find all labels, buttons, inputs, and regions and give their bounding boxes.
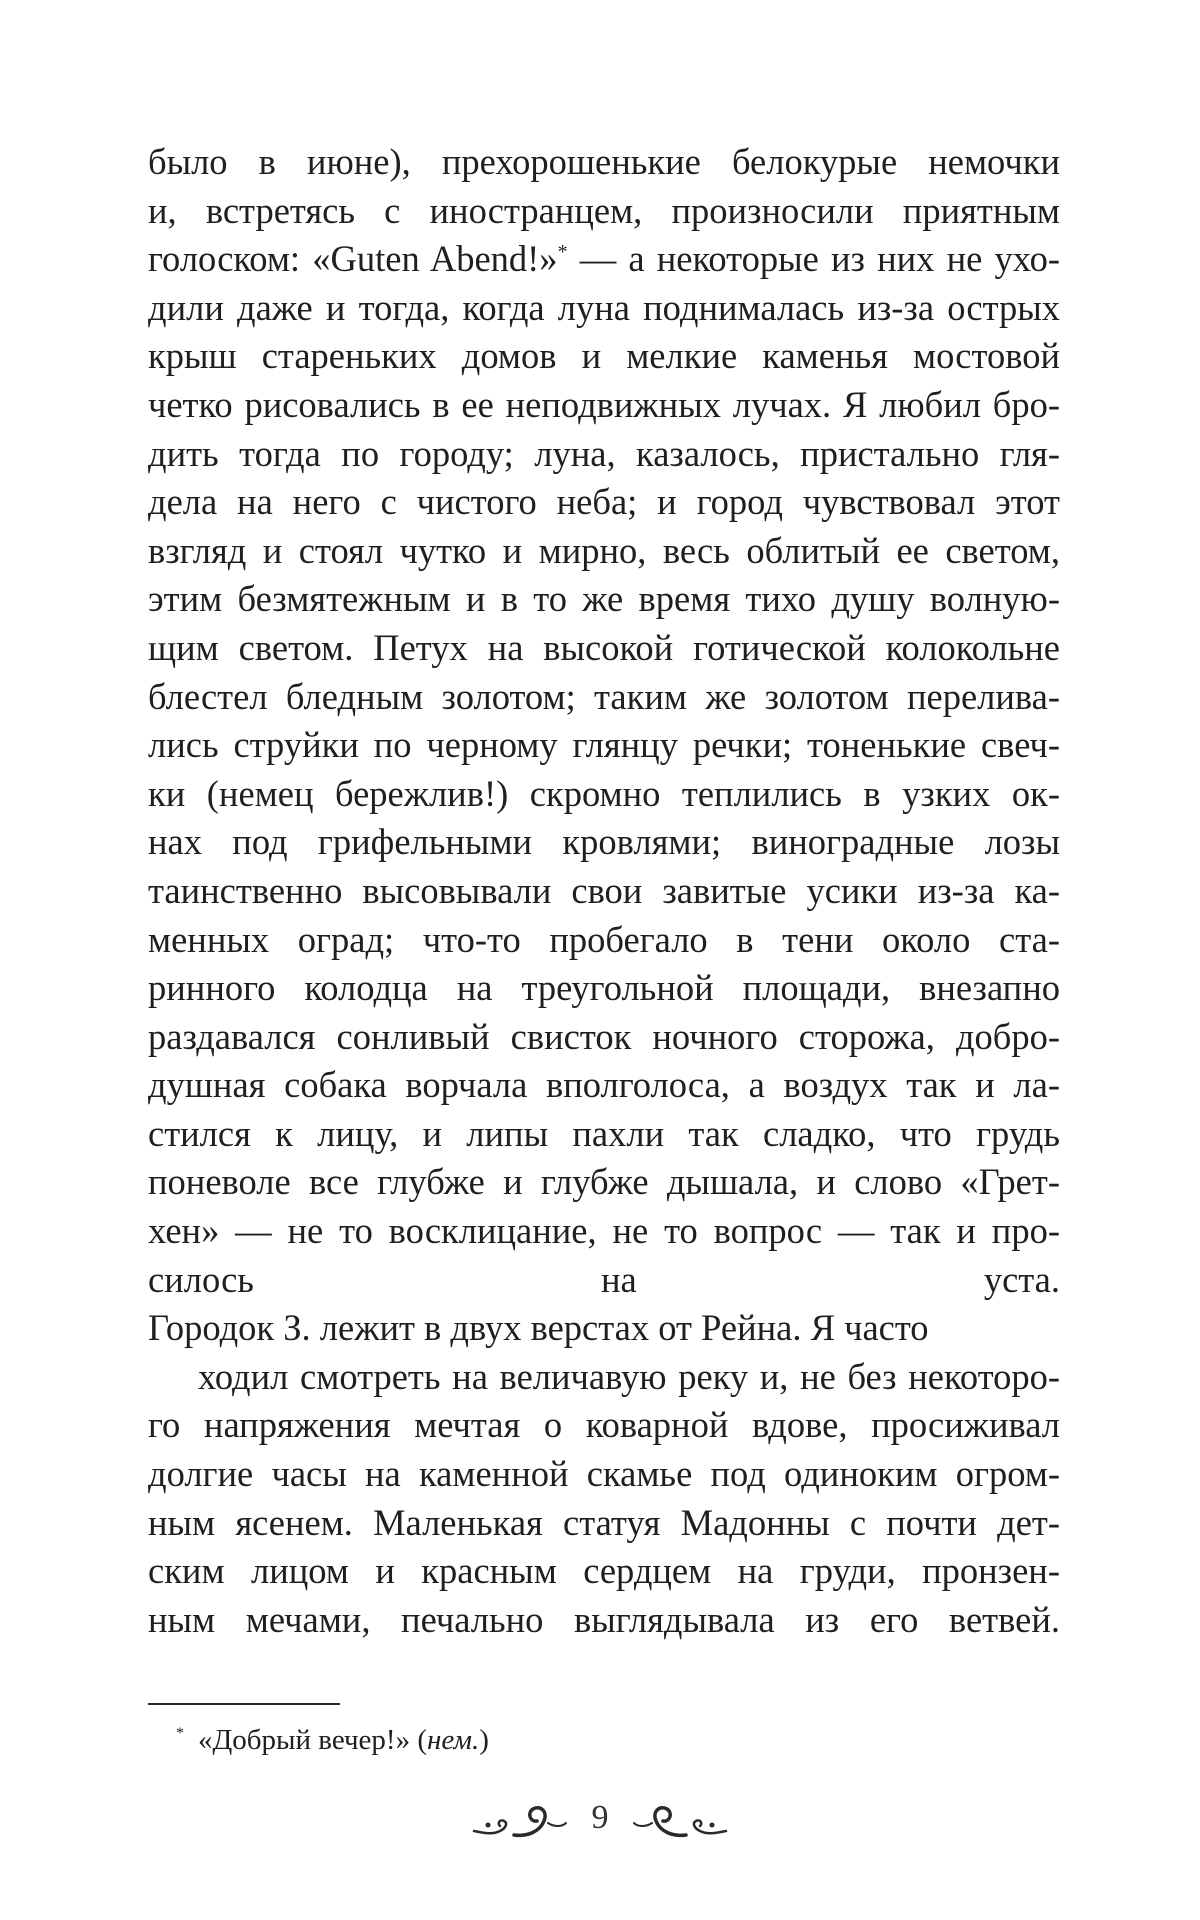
- page-number: 9: [591, 1799, 609, 1836]
- text-line: Городок З. лежит в двух верстах от Рейна. Я часто: [148, 1307, 929, 1349]
- text-line: ским лицом и красным сердцем на груди, пронзен-: [148, 1550, 1060, 1592]
- text-line: дили даже и тогда, когда луна поднималась из-за острых: [148, 286, 1060, 328]
- text-line: ринного колодца на треугольной площади, внезапно: [148, 967, 1060, 1009]
- text-line: хен» — не то восклицание, не то вопрос — так и про-: [148, 1210, 1060, 1252]
- footnote-language: нем.: [426, 1724, 480, 1756]
- text-line: блестел бледным золотом; таким же золотом перелива-: [148, 675, 1060, 717]
- text-line: долгие часы на каменной скамье под одиноким огром-: [148, 1453, 1060, 1495]
- text-line: ным мечами, печально выглядывала из его ветвей.: [148, 1598, 1060, 1640]
- right-ornament-icon: [620, 1801, 730, 1849]
- text-line-with-footnote: [148, 235, 1060, 284]
- text-line: дить тогда по городу; луна, казалось, пристально гля-: [148, 432, 1060, 474]
- text-line: крыш старенькиx домов и мелкие каменья мостовой: [148, 335, 1060, 377]
- text-fragment: — а некоторые из них не ухо-: [567, 238, 1060, 280]
- text-line: лись струйки по черному глянцу речки; тоненькие свеч-: [148, 724, 1060, 766]
- text-line: силось на уста.: [148, 1258, 1060, 1300]
- text-line: го напряжения мечтая о коварной вдове, просиживал: [148, 1404, 1060, 1446]
- text-line: и, встретясь с иностранцем, произносили приятным: [148, 189, 1060, 231]
- text-line: раздавался сонливый свисток ночного сторожа, добро-: [148, 1015, 1060, 1057]
- text-line: ки (немец бережлив!) скромно теплились в узких ок-: [148, 772, 1060, 814]
- footnote-text: «Добрый вечер!» (: [198, 1724, 427, 1756]
- footnote-close: ): [479, 1724, 489, 1756]
- paragraph-first-line: ходил смотреть на величавую реку и, не без некоторо-: [198, 1355, 1060, 1397]
- text-line: взгляд и стоял чутко и мирно, весь облитый ее светом,: [148, 529, 1060, 571]
- text-fragment: голоском: «Guten Abend!»: [148, 238, 558, 280]
- text-line: таинственно высовывали свои завитые усики из-за ка-: [148, 869, 1060, 911]
- footnote-reference: *: [557, 241, 568, 264]
- text-line: ным ясенем. Маленькая статуя Мадонны с почти дет-: [148, 1501, 1060, 1543]
- text-line: дела на него с чистого неба; и город чувствовал этот: [148, 481, 1060, 523]
- text-line: было в июне), прехорошенькие белокурые немочки: [148, 141, 1060, 182]
- footnote: [176, 1722, 489, 1758]
- text-line: стился к лицу, и липы пахли так сладко, что грудь: [148, 1112, 1060, 1154]
- page-folio: [470, 1795, 730, 1855]
- text-line: [148, 1644, 1060, 1693]
- footnote-divider: [148, 1703, 340, 1705]
- footnote-marker: *: [176, 1725, 184, 1743]
- text-line: нах под грифельными кровлями; виноградные лозы: [148, 821, 1060, 863]
- text-line: поневоле все глубже и глубже дышала, и слово «Грет-: [148, 1161, 1060, 1203]
- text-line: менных оград; что-то пробегало в тени около ста-: [148, 918, 1060, 960]
- body-text: [148, 138, 1060, 1693]
- text-line: душная собака ворчала вполголоса, а воздух так и ла-: [148, 1064, 1060, 1106]
- text-line: четко рисовались в ее неподвижных лучах. Я любил бро-: [148, 383, 1060, 425]
- text-line: этим безмятежным и в то же время тихо душу волную-: [148, 578, 1060, 620]
- text-line: щим светом. Петух на высокой готической колокольне: [148, 626, 1060, 668]
